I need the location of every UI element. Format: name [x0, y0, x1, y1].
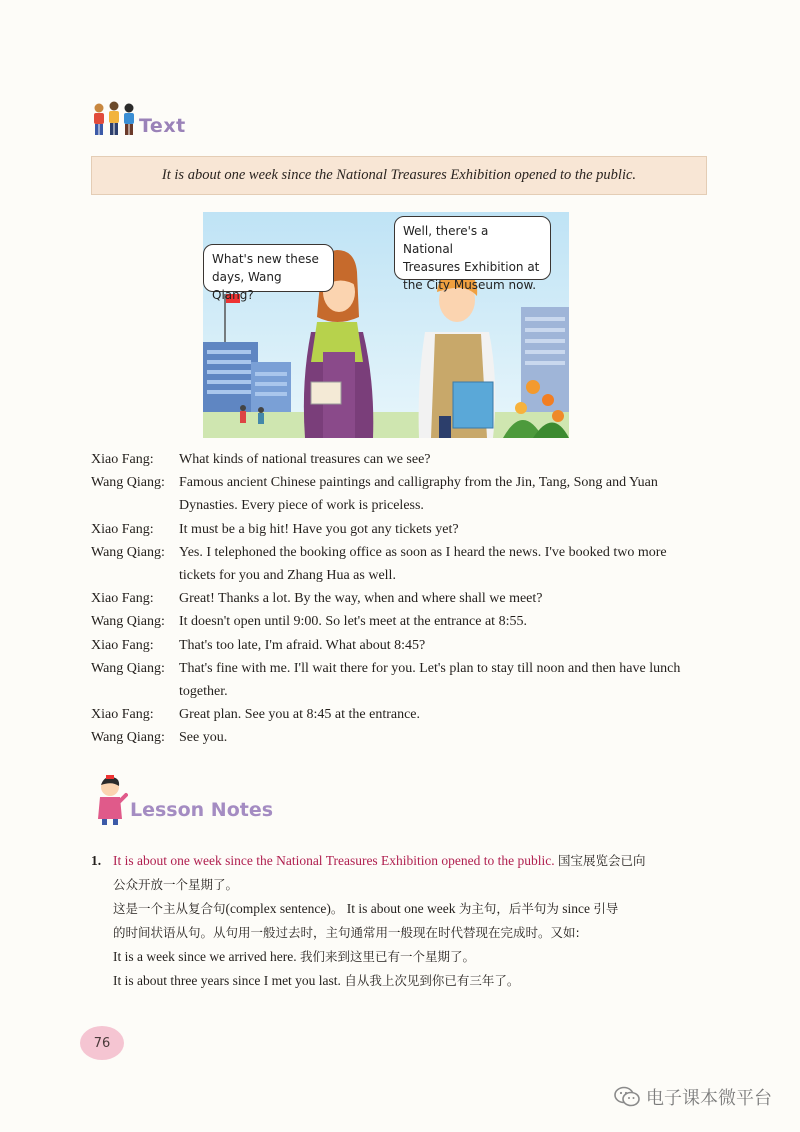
bubble-line: the City Museum now. [403, 278, 537, 292]
example-english: It is about three years since I met you last. [113, 973, 341, 988]
dialogue-line: tickets for you and Zhang Hua as well. [179, 568, 396, 584]
note-explanation-cont: 的时间状语从句。从句用一般过去时，主句通常用一般现在时代替现在完成时。又如: [113, 925, 580, 940]
kids-group-icon [92, 100, 138, 138]
dialogue-turn [91, 541, 711, 564]
dialogue-turn-continued [91, 564, 711, 587]
dialogue-turn [91, 518, 711, 541]
dialogue-line: It doesn't open until 9:00. So let's meet at the entrance at 8:55. [179, 614, 527, 630]
dialogue-line: Famous ancient Chinese paintings and calligraphy from the Jin, Tang, Song and Yuan [179, 475, 658, 491]
note-explanation-term: It is about one week [346, 901, 456, 916]
page-number: 76 [93, 1035, 111, 1051]
dialogue [91, 448, 711, 750]
dialogue-line: Yes. I telephoned the booking office as soon as I heard the news. I've booked two more [179, 544, 667, 560]
dialogue-turn [91, 587, 711, 610]
speaker-name: Xiao Fang: [91, 521, 154, 537]
dialogue-line: That's fine with me. I'll wait there for you. Let's plan to stay till noon and then have lunch [179, 660, 681, 676]
speaker-name: Xiao Fang: [91, 707, 154, 723]
bubble-line: What's new these [212, 252, 319, 266]
dialogue-turn [91, 610, 711, 633]
note-explanation: 引导 [593, 901, 619, 916]
bubble-line: Well, there's a National [403, 224, 489, 256]
dialogue-line: It must be a big hit! Have you got any tickets yet? [179, 521, 459, 537]
note-explanation: 为主句，后半句为 [458, 901, 559, 916]
dialogue-turn [91, 657, 711, 680]
dialogue-line: Dynasties. Every piece of work is priceless. [179, 498, 424, 514]
thinking-boy-icon [92, 775, 128, 825]
wechat-icon [614, 1086, 640, 1108]
lesson-note-1 [91, 849, 715, 993]
text-heading-label: Text [139, 115, 186, 137]
note-explanation: 这是一个主从复合句 [113, 901, 226, 916]
speech-bubble-wang-qiang [394, 216, 551, 292]
speaker-name: Wang Qiang: [91, 544, 165, 560]
note-translation: 国宝展览会已向 [558, 853, 646, 868]
topic-banner [91, 156, 707, 195]
example-chinese: 我们来到这里已有一个星期了。 [300, 949, 476, 964]
note-explanation-term: since [562, 901, 590, 916]
watermark [614, 1084, 772, 1110]
dialogue-turn-continued [91, 494, 711, 517]
speaker-name: Wang Qiang: [91, 475, 165, 491]
note-number: 1. [91, 853, 102, 868]
dialogue-line: together. [179, 684, 228, 700]
speaker-name: Wang Qiang: [91, 660, 165, 676]
dialogue-turn [91, 634, 711, 657]
topic-sentence: It is about one week since the National Treasures Exhibition opened to the public. [161, 167, 637, 183]
dialogue-turn [91, 471, 711, 494]
lesson-notes-label: Lesson Notes [130, 799, 274, 821]
example-english: It is a week since we arrived here. [113, 949, 297, 964]
dialogue-line: See you. [179, 730, 228, 746]
note-highlight-sentence: It is about one week since the National Treasures Exhibition opened to the public. [113, 853, 555, 868]
dialogue-turn [91, 448, 711, 471]
dialogue-turn [91, 703, 711, 726]
example-chinese: 自从我上次见到你已有三年了。 [344, 973, 520, 988]
speaker-name: Wang Qiang: [91, 614, 165, 630]
dialogue-line: What kinds of national treasures can we see? [179, 452, 431, 467]
note-explanation: 。 [330, 901, 344, 916]
speaker-name: Xiao Fang: [91, 637, 154, 653]
note-explanation-term: (complex sentence) [225, 901, 331, 916]
dialogue-turn [91, 726, 711, 749]
text-section-heading [92, 100, 292, 140]
speech-bubble-xiao-fang [203, 244, 334, 302]
lesson-notes-heading [92, 775, 352, 825]
speaker-name: Xiao Fang: [91, 452, 154, 467]
speaker-name: Xiao Fang: [91, 591, 154, 607]
speaker-name: Wang Qiang: [91, 730, 165, 746]
note-translation-cont: 公众开放一个星期了。 [113, 877, 239, 892]
dialogue-turn-continued [91, 680, 711, 703]
watermark-text: 电子课本微平台 [646, 1088, 772, 1109]
dialogue-line: Great plan. See you at 8:45 at the entrance. [179, 707, 421, 723]
dialogue-line: That's too late, I'm afraid. What about 8:45? [179, 637, 426, 653]
bubble-line: days, Wang Qiang? [212, 270, 282, 302]
dialogue-line: Great! Thanks a lot. By the way, when and where shall we meet? [179, 591, 543, 607]
bubble-line: Treasures Exhibition at [403, 260, 540, 274]
page-number-badge [80, 1026, 124, 1060]
